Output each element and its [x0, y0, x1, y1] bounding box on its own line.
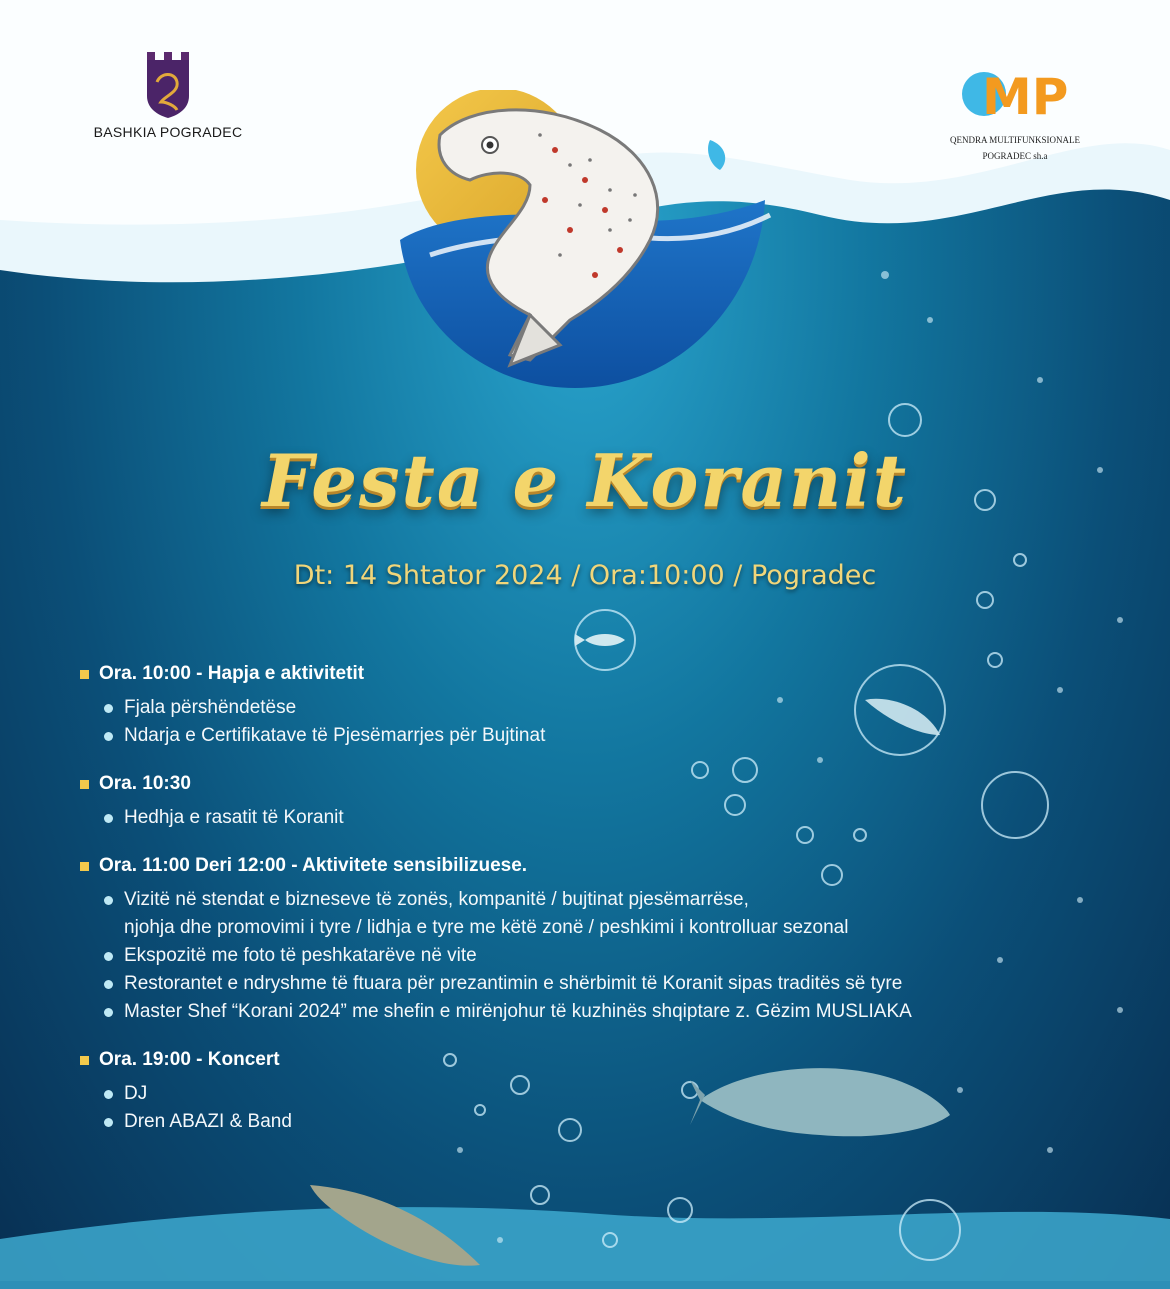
square-bullet-icon	[80, 780, 89, 789]
schedule-item: Ndarja e Certifikatave të Pjesëmarrjes për Bujtinat	[104, 722, 1080, 750]
schedule-item: Restorantet e ndryshme të ftuara për prezantimin e shërbimit të Koranit sipas traditës së tyre	[104, 970, 1080, 998]
bottom-wave-background	[0, 1179, 1170, 1289]
schedule-heading-text: Ora. 19:00 - Koncert	[99, 1049, 280, 1070]
schedule-item: Fjala përshëndetëse	[104, 694, 1080, 722]
schedule-item: Hedhja e rasatit të Koranit	[104, 804, 1080, 832]
event-date-time-location: Dt: 14 Shtator 2024 / Ora:10:00 / Pogradec	[293, 560, 877, 591]
event-title: Festa e Koranit	[262, 438, 908, 523]
municipal-shield-icon	[145, 52, 191, 118]
qendra-multifunksionale-logo	[920, 58, 1110, 162]
schedule-heading-text: Ora. 10:00 - Hapja e aktivitetit	[99, 663, 365, 684]
dot-bullet-icon	[104, 732, 113, 741]
dot-bullet-icon	[104, 896, 113, 905]
schedule-section	[80, 852, 1080, 1026]
schedule-heading	[80, 852, 1080, 880]
jumping-fish-emblem-icon	[380, 90, 780, 390]
square-bullet-icon	[80, 670, 89, 679]
dot-bullet-icon	[104, 952, 113, 961]
schedule-section	[80, 660, 1080, 750]
schedule-item: Ekspozitë me foto të peshkatarëve në vite	[104, 942, 1080, 970]
schedule-heading	[80, 1046, 1080, 1074]
dot-bullet-icon	[104, 980, 113, 989]
square-bullet-icon	[80, 862, 89, 871]
dot-bullet-icon	[104, 1090, 113, 1099]
mp-letters: MP	[982, 68, 1069, 126]
schedule-item: Master Shef “Korani 2024” me shefin e mirënjohur të kuzhinës shqiptare z. Gëzim MUSLIAKA	[104, 998, 1080, 1026]
schedule-section	[80, 1046, 1080, 1136]
schedule-heading-text: Ora. 11:00 Deri 12:00 - Aktivitete sensibilizuese.	[99, 855, 528, 876]
qendra-name-line1: QENDRA MULTIFUNKSIONALE	[950, 135, 1080, 145]
square-bullet-icon	[80, 1056, 89, 1065]
schedule-item: Vizitë në stendat e bizneseve të zonës, kompanitë / bujtinat pjesëmarrëse, njohja dhe promovimi i tyre / lidhja e tyre me këtë zonë / peshkimi i kontrolluar sezonal	[104, 886, 1080, 942]
mp-logo-icon	[920, 58, 1110, 130]
schedule-section	[80, 770, 1080, 832]
dot-bullet-icon	[104, 1118, 113, 1127]
schedule-heading	[80, 770, 1080, 798]
schedule-heading	[80, 660, 1080, 688]
schedule-heading-text: Ora. 10:30	[99, 773, 191, 794]
dot-bullet-icon	[104, 704, 113, 713]
bashkia-pogradec-logo	[78, 52, 258, 140]
dot-bullet-icon	[104, 814, 113, 823]
bashkia-pogradec-name: BASHKIA POGRADEC	[93, 124, 243, 140]
event-schedule	[80, 660, 1080, 1156]
schedule-item: DJ	[104, 1080, 1080, 1108]
qendra-name-line2: POGRADEC sh.a	[982, 151, 1048, 161]
dot-bullet-icon	[104, 1008, 113, 1017]
schedule-item: Dren ABAZI & Band	[104, 1108, 1080, 1136]
